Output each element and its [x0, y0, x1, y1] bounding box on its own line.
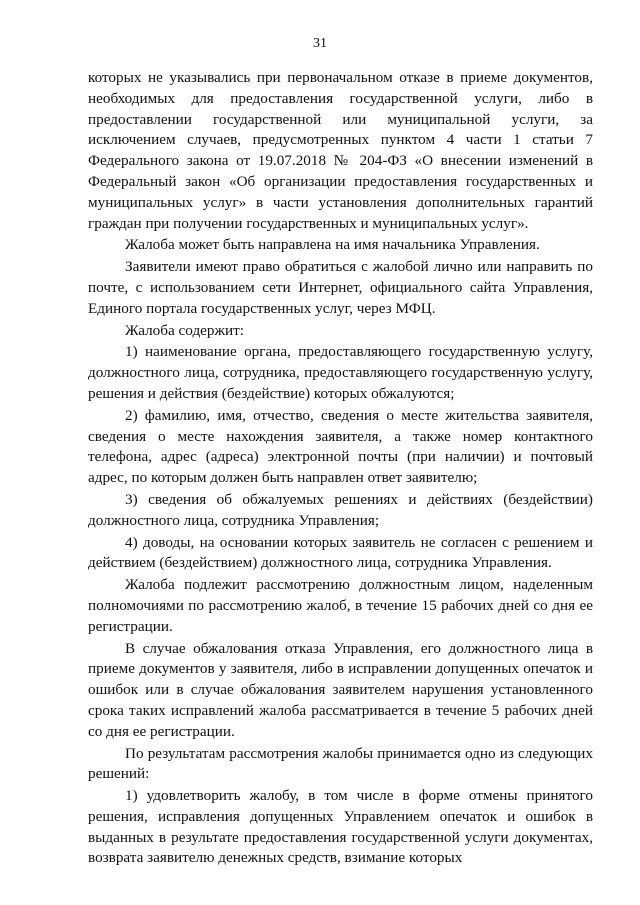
- paragraph-complaint-submission: Заявители имеют право обратиться с жалобой лично или направить по почте, с использованием сети Интернет, официального сайта Управления, Единого портала государственных услуг, через МФЦ.: [88, 258, 593, 317]
- page-number: 31: [313, 36, 327, 51]
- paragraph-appeal-refusal: В случае обжалования отказа Управления, его должностного лица в приеме документов у заявителя, либо в исправлении допущенных опечаток и ошибок или в случае обжалования заявителем нарушения установленного срока таких исправлений жалоба рассматривается в течение 5 рабочих дней со дня ее регистрации.: [88, 639, 593, 740]
- list-item-3: 3) сведения об обжалуемых решениях и действиях (бездействии) должностного лица, сотрудника Управления;: [88, 490, 593, 529]
- paragraph-continuation: которых не указывались при первоначальном отказе в приеме документов, необходимых для предоставления государственной услуги, либо в предоставлении государственной или муниципальной услуги, за исключением случаев, предусмотренных пунктом 4 части 1 статьи 7 Федерального закона от 19.07.2018 № 204-ФЗ «О внесении изменений в Федеральный закон «Об организации предоставления государственных и муниципальных услуг» в части установления дополнительных гарантий граждан при получении государственных и муниципальных услуг».: [88, 69, 593, 232]
- paragraph-review-results: По результатам рассмотрения жалобы принимается одно из следующих решений:: [88, 744, 593, 783]
- list-item-1: 1) наименование органа, предоставляющего государственную услугу, должностного лица, сотрудника, предоставляющего государственную услугу, решения и действия (бездействие) которых обжалуются;: [88, 343, 593, 402]
- paragraph-complaint-contents-heading: Жалоба содержит:: [125, 321, 244, 339]
- decision-item-1: 1) удовлетворить жалобу, в том числе в форме отмены принятого решения, исправления допущенных Управлением опечаток и ошибок в выданных в результате предоставления государственной услуги документах, возврата заявителю денежных средств, взимание которых: [88, 787, 593, 867]
- paragraph-complaint-addressee: Жалоба может быть направлена на имя начальника Управления.: [125, 236, 540, 254]
- list-item-2: 2) фамилию, имя, отчество, сведения о месте жительства заявителя, сведения о месте нахождения заявителя, а также номер контактного телефона, адрес (адреса) электронной почты (при наличии) и почтовый адрес, по которым должен быть направлен ответ заявителю;: [88, 406, 593, 487]
- list-item-4: 4) доводы, на основании которых заявитель не согласен с решением и действием (бездействием) должностного лица, сотрудника Управления.: [88, 533, 593, 572]
- document-body: [88, 68, 593, 869]
- paragraph-review-term: Жалоба подлежит рассмотрению должностным лицом, наделенным полномочиями по рассмотрению жалоб, в течение 15 рабочих дней со дня ее регистрации.: [88, 576, 593, 635]
